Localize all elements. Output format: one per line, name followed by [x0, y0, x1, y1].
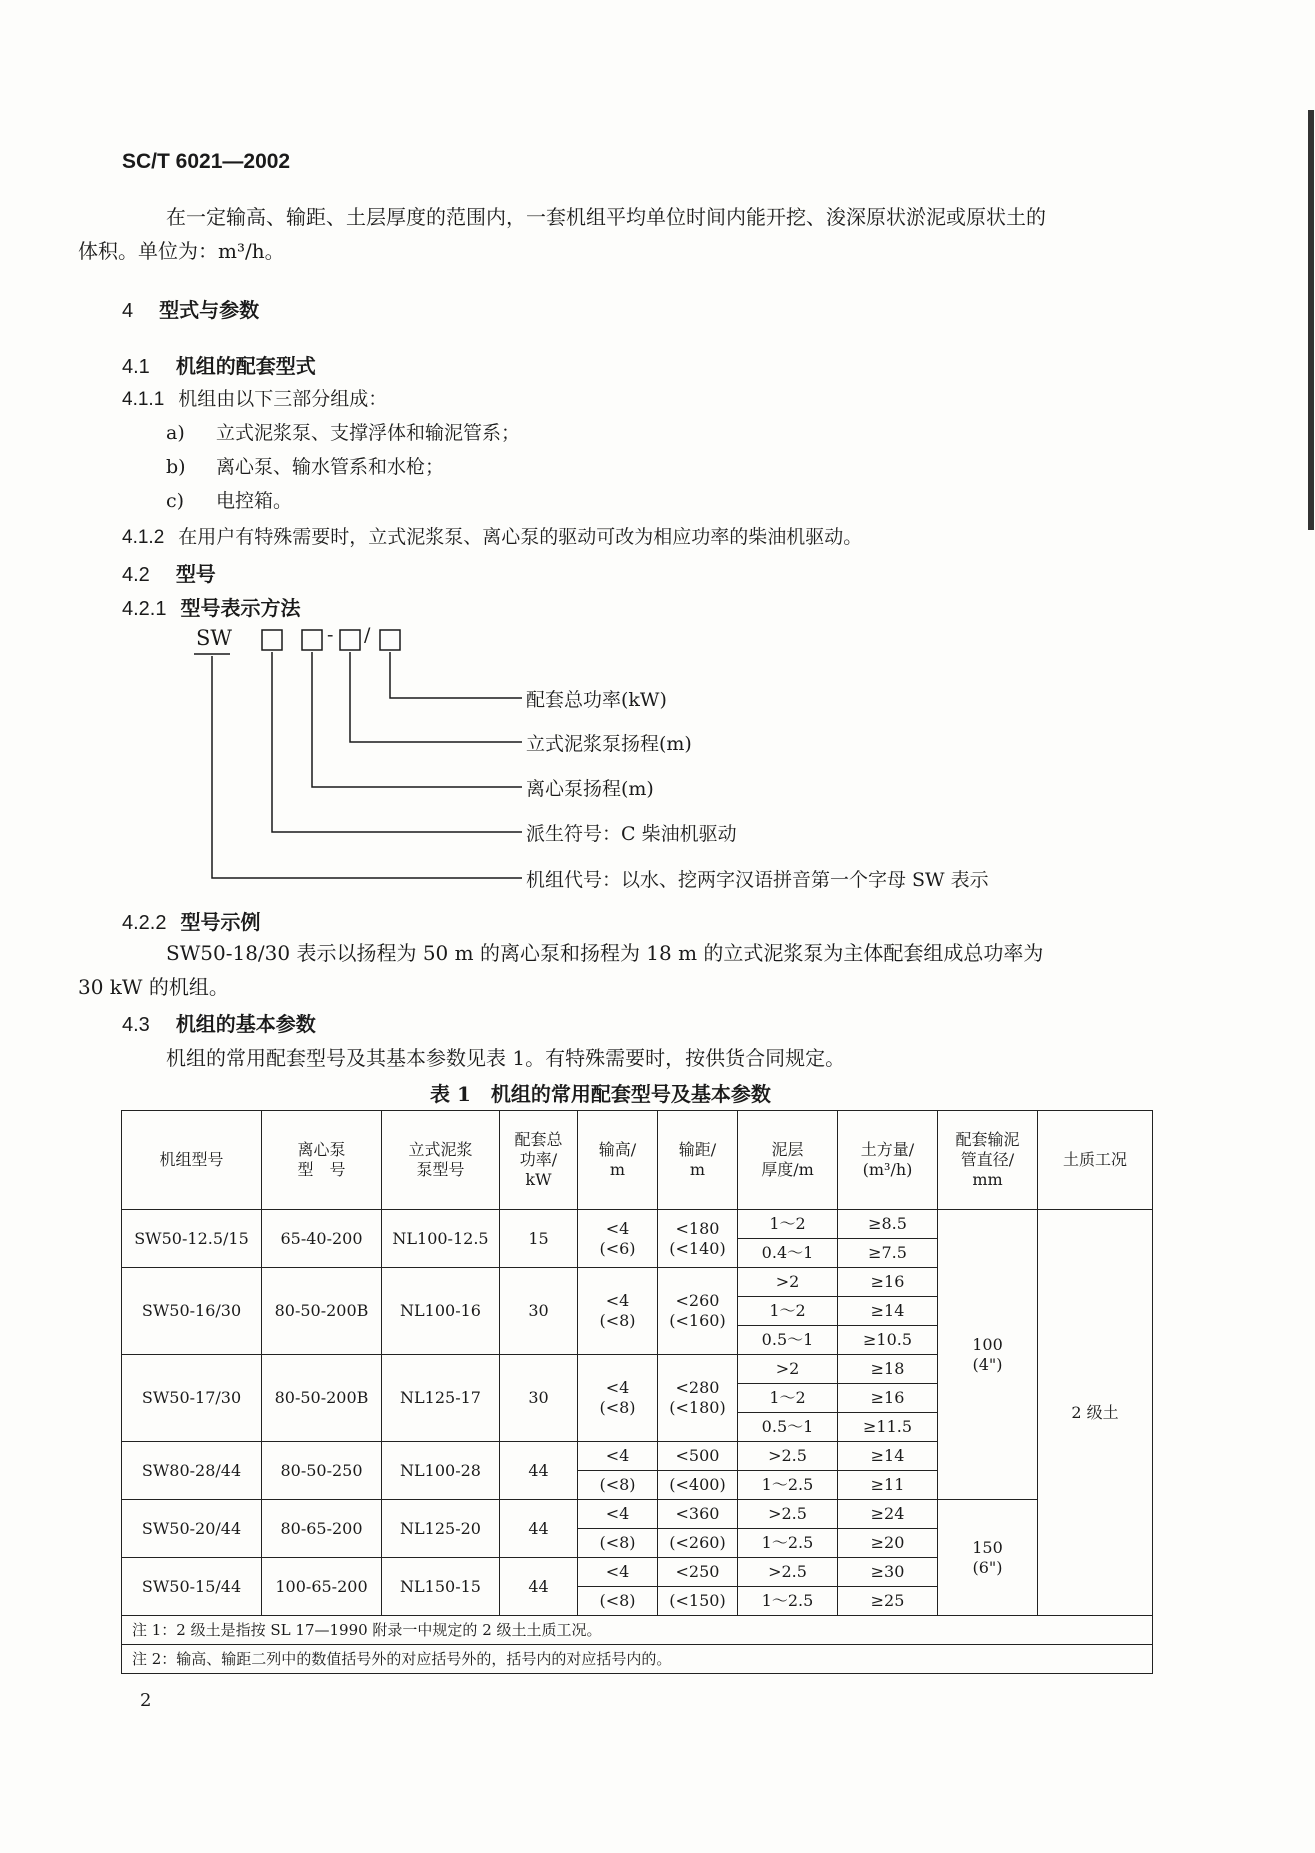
cell-layer: >2.5 — [738, 1500, 838, 1529]
table-note-1: 注 1：2 级土是指按 SL 17—1990 附录一中规定的 2 级土土质工况。 — [122, 1616, 1153, 1645]
cell-height: <4 — [578, 1442, 658, 1471]
cell-layer: 0.5～1 — [738, 1326, 838, 1355]
cell-model: SW50-12.5/15 — [122, 1210, 262, 1268]
diagram-label-centrifugal-head: 离心泵扬程(m) — [526, 778, 654, 800]
cell-layer: 1～2.5 — [738, 1587, 838, 1616]
cell-volume: ≥16 — [838, 1268, 938, 1297]
clause-4-2-1-number: 4.2.1 — [122, 598, 167, 620]
cell-volume: ≥25 — [838, 1587, 938, 1616]
clause-4-1-2 — [122, 522, 862, 549]
diagram-label-derivative: 派生符号：C 柴油机驱动 — [526, 823, 737, 845]
clause-4-2-1-title: 型号表示方法 — [180, 596, 301, 620]
standard-code: SC/T 6021—2002 — [122, 150, 291, 173]
diagram-label-power: 配套总功率(kW) — [526, 689, 667, 711]
cell-centrifugal-pump: 80-50-200B — [262, 1268, 382, 1355]
col-header-power: 配套总 功率/ kW — [500, 1111, 578, 1210]
col-header-layer: 泥层 厚度/m — [738, 1111, 838, 1210]
diagram-slash: / — [364, 624, 371, 646]
table-note-row — [122, 1645, 1153, 1674]
diagram-prefix: SW — [196, 626, 232, 650]
table-row — [122, 1500, 1153, 1529]
col-header-distance: 输距/ m — [658, 1111, 738, 1210]
cell-distance: (<260) — [658, 1529, 738, 1558]
cell-height: <4 (<6) — [578, 1210, 658, 1268]
cell-layer: 0.5～1 — [738, 1413, 838, 1442]
cell-height: <4 (<8) — [578, 1268, 658, 1355]
cell-volume: ≥14 — [838, 1297, 938, 1326]
cell-centrifugal-pump: 80-50-250 — [262, 1442, 382, 1500]
cell-model: SW80-28/44 — [122, 1442, 262, 1500]
cell-mud-pump: NL125-17 — [382, 1355, 500, 1442]
cell-volume: ≥14 — [838, 1442, 938, 1471]
section-4-2-number: 4.2 — [122, 564, 150, 586]
example-line-1: SW50-18/30 表示以扬程为 50 m 的离心泵和扬程为 18 m 的立式泥浆泵为主体配套组成总功率为 — [166, 941, 1044, 965]
clause-4-1-1-number: 4.1.1 — [122, 389, 165, 410]
section-4-heading — [122, 294, 259, 323]
diagram-label-mud-pump-head: 立式泥浆泵扬程(m) — [526, 733, 692, 755]
cell-height: (<8) — [578, 1587, 658, 1616]
table-title: 表 1 机组的常用配套型号及基本参数 — [430, 1082, 771, 1106]
cell-distance: <250 — [658, 1558, 738, 1587]
section-4-number: 4 — [122, 300, 134, 322]
cell-volume: ≥11 — [838, 1471, 938, 1500]
cell-volume: ≥18 — [838, 1355, 938, 1384]
cell-distance: <260 (<160) — [658, 1268, 738, 1355]
cell-power: 30 — [500, 1355, 578, 1442]
example-paragraph — [78, 936, 1152, 1004]
cell-centrifugal-pump: 80-50-200B — [262, 1355, 382, 1442]
cell-layer: 1～2 — [738, 1210, 838, 1239]
cell-centrifugal-pump: 65-40-200 — [262, 1210, 382, 1268]
col-header-soil: 土质工况 — [1038, 1111, 1153, 1210]
cell-mud-pump: NL100-16 — [382, 1268, 500, 1355]
cell-pipe-diameter-100: 100 (4") — [938, 1210, 1038, 1500]
col-header-model: 机组型号 — [122, 1111, 262, 1210]
list-item-text: 电控箱。 — [216, 490, 293, 512]
clause-4-1-1-text: 机组由以下三部分组成： — [178, 388, 388, 410]
cell-distance: <500 — [658, 1442, 738, 1471]
table-row — [122, 1210, 1153, 1239]
cell-volume: ≥20 — [838, 1529, 938, 1558]
col-header-centrifugal-pump: 离心泵 型 号 — [262, 1111, 382, 1210]
cell-model: SW50-16/30 — [122, 1268, 262, 1355]
table-note-row — [122, 1616, 1153, 1645]
parameters-table — [121, 1110, 1153, 1674]
list-item-label: a) — [166, 422, 185, 444]
section-4-3-text: 机组的常用配套型号及其基本参数见表 1。有特殊需要时，按供货合同规定。 — [166, 1046, 846, 1070]
cell-height: <4 (<8) — [578, 1355, 658, 1442]
clause-4-1-2-text: 在用户有特殊需要时，立式泥浆泵、离心泵的驱动可改为相应功率的柴油机驱动。 — [178, 526, 863, 548]
list-item-text: 立式泥浆泵、支撑浮体和输泥管系； — [216, 422, 521, 444]
table-header-row — [122, 1111, 1153, 1210]
cell-layer: >2 — [738, 1355, 838, 1384]
cell-volume: ≥16 — [838, 1384, 938, 1413]
cell-distance: <280 (<180) — [658, 1355, 738, 1442]
cell-power: 30 — [500, 1268, 578, 1355]
list-item — [166, 486, 292, 513]
clause-4-2-2-number: 4.2.2 — [122, 912, 167, 934]
cell-layer: 1～2 — [738, 1297, 838, 1326]
section-4-title: 型式与参数 — [159, 298, 260, 322]
diagram-label-unit-code: 机组代号：以水、挖两字汉语拼音第一个字母 SW 表示 — [526, 869, 989, 891]
section-4-3-heading — [122, 1008, 316, 1037]
cell-layer: 0.4～1 — [738, 1239, 838, 1268]
cell-volume: ≥7.5 — [838, 1239, 938, 1268]
list-item-label: c) — [166, 490, 185, 512]
col-header-pipe-diameter: 配套输泥 管直径/ mm — [938, 1111, 1038, 1210]
cell-volume: ≥24 — [838, 1500, 938, 1529]
cell-power: 44 — [500, 1500, 578, 1558]
cell-layer: 1～2.5 — [738, 1471, 838, 1500]
list-item-label: b) — [166, 456, 186, 478]
cell-mud-pump: NL100-28 — [382, 1442, 500, 1500]
diagram-lines — [190, 622, 1090, 902]
section-4-1-number: 4.1 — [122, 356, 150, 378]
cell-layer: >2 — [738, 1268, 838, 1297]
clause-4-1-1 — [122, 384, 387, 411]
definition-paragraph — [78, 200, 1152, 268]
cell-mud-pump: NL100-12.5 — [382, 1210, 500, 1268]
list-item — [166, 418, 520, 445]
cell-model: SW50-17/30 — [122, 1355, 262, 1442]
definition-line-2: 体积。单位为：m³/h。 — [78, 239, 285, 263]
cell-power: 44 — [500, 1442, 578, 1500]
cell-volume: ≥30 — [838, 1558, 938, 1587]
cell-height: <4 — [578, 1500, 658, 1529]
col-header-height: 输高/ m — [578, 1111, 658, 1210]
section-4-2-title: 型号 — [175, 562, 216, 586]
cell-pipe-diameter-150: 150 (6") — [938, 1500, 1038, 1616]
cell-distance: (<150) — [658, 1587, 738, 1616]
section-4-1-heading — [122, 350, 316, 379]
cell-model: SW50-15/44 — [122, 1558, 262, 1616]
cell-volume: ≥8.5 — [838, 1210, 938, 1239]
diagram-dash: - — [327, 624, 334, 646]
cell-height: <4 — [578, 1558, 658, 1587]
cell-distance: <180 (<140) — [658, 1210, 738, 1268]
cell-volume: ≥11.5 — [838, 1413, 938, 1442]
example-line-2: 30 kW 的机组。 — [78, 975, 229, 999]
definition-line-1: 在一定输高、输距、土层厚度的范围内，一套机组平均单位时间内能开挖、浚深原状淤泥或原状土的 — [166, 205, 1046, 229]
clause-4-2-2-title: 型号示例 — [180, 910, 261, 934]
cell-distance: (<400) — [658, 1471, 738, 1500]
clause-4-2-2-heading — [122, 906, 260, 935]
scan-edge-mark — [1308, 110, 1314, 530]
cell-layer: 1～2.5 — [738, 1529, 838, 1558]
cell-soil-condition: 2 级土 — [1038, 1210, 1153, 1616]
cell-power: 44 — [500, 1558, 578, 1616]
page-number: 2 — [140, 1690, 152, 1711]
section-4-1-title: 机组的配套型式 — [175, 354, 316, 378]
cell-centrifugal-pump: 100-65-200 — [262, 1558, 382, 1616]
cell-centrifugal-pump: 80-65-200 — [262, 1500, 382, 1558]
cell-layer: >2.5 — [738, 1442, 838, 1471]
cell-height: (<8) — [578, 1529, 658, 1558]
clause-4-2-1-heading — [122, 592, 300, 621]
col-header-mud-pump: 立式泥浆 泵型号 — [382, 1111, 500, 1210]
section-4-2-heading — [122, 558, 216, 587]
clause-4-1-2-number: 4.1.2 — [122, 527, 165, 548]
cell-mud-pump: NL150-15 — [382, 1558, 500, 1616]
cell-volume: ≥10.5 — [838, 1326, 938, 1355]
cell-layer: 1～2 — [738, 1384, 838, 1413]
cell-mud-pump: NL125-20 — [382, 1500, 500, 1558]
table-note-2: 注 2：输高、输距二列中的数值括号外的对应括号外的，括号内的对应括号内的。 — [122, 1645, 1153, 1674]
cell-distance: <360 — [658, 1500, 738, 1529]
cell-power: 15 — [500, 1210, 578, 1268]
section-4-3-number: 4.3 — [122, 1014, 150, 1036]
list-item — [166, 452, 444, 479]
cell-height: (<8) — [578, 1471, 658, 1500]
cell-model: SW50-20/44 — [122, 1500, 262, 1558]
col-header-volume: 土方量/ (m³/h) — [838, 1111, 938, 1210]
cell-layer: >2.5 — [738, 1558, 838, 1587]
section-4-3-title: 机组的基本参数 — [175, 1012, 316, 1036]
list-item-text: 离心泵、输水管系和水枪； — [216, 456, 445, 478]
